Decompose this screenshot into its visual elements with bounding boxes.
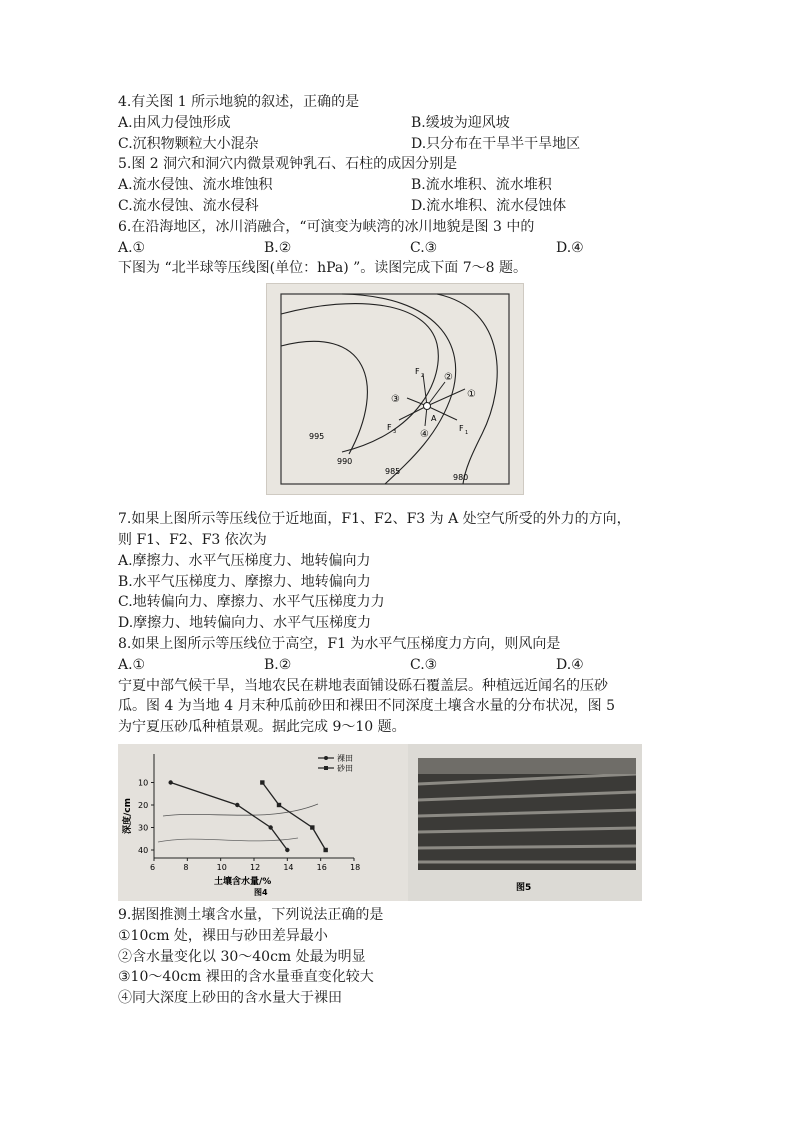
- soil-moisture-plot: [138, 754, 360, 872]
- f1-sub: 1: [465, 430, 469, 437]
- sketch-line-1: [163, 804, 318, 816]
- q9-statement-2: ②含水量变化以 30～40cm 处最为明显: [118, 948, 366, 965]
- q7-option-c: C.地转偏向力、摩擦力、水平气压梯度力力: [118, 594, 385, 611]
- x-tick-label: 16: [316, 862, 327, 872]
- series-line-1: [262, 782, 325, 850]
- data-point: [285, 848, 289, 852]
- q9-stem: 9.据图推测土壤含水量，下列说法正确的是: [118, 906, 384, 923]
- data-point: [310, 825, 314, 829]
- intro-9-10-line3: 为宁夏压砂瓜种植景观。据此完成 9～10 题。: [118, 719, 406, 736]
- q5-options-cd: [118, 196, 678, 217]
- data-point: [235, 803, 239, 807]
- isobar-985: [342, 294, 456, 484]
- y-tick-label: 40: [138, 845, 149, 855]
- sand-field-photo: [408, 744, 642, 901]
- q8-option-a: A.①: [118, 656, 146, 673]
- q4-option-d: D.只分布在干旱半干旱地区: [411, 135, 581, 152]
- q5-stem: 5.图 2 洞穴和洞穴内微景观钟乳石、石柱的成因分别是: [118, 156, 458, 173]
- intro-7-8: 下图为 “北半球等压线图(单位：hPa) ”。读图完成下面 7～8 题。: [118, 260, 528, 277]
- figure-row: [118, 744, 642, 901]
- f1-label: F: [459, 424, 464, 434]
- legend-label-bare: 裸田: [337, 753, 353, 763]
- point-a-label: A: [431, 414, 437, 424]
- data-point: [168, 780, 172, 784]
- dir4-label: ④: [420, 429, 429, 441]
- data-point: [277, 803, 281, 807]
- q9-statement-4: ④同大深度上砂田的含水量大于裸田: [118, 990, 342, 1007]
- q4-stem: 4.有关图 1 所示地貌的叙述，正确的是: [118, 94, 360, 110]
- intro-9-10-line1: 宁夏中部气候干旱，当地农民在耕地表面铺设砾石覆盖层。种植远近闻名的压砂: [118, 677, 608, 694]
- dir1-arrow: [427, 389, 465, 406]
- f3-label: F: [387, 423, 392, 433]
- data-point: [323, 848, 327, 852]
- isobar-figure: [266, 283, 524, 495]
- exam-page: [118, 92, 678, 1009]
- q4-option-b: B.缓坡为迎风坡: [411, 114, 510, 131]
- legend-marker-sand: [324, 766, 328, 770]
- dir1-label: ①: [467, 389, 476, 401]
- q5-option-b: B.流水堆积、流水堆积: [411, 177, 552, 194]
- data-point: [268, 825, 272, 829]
- q6-option-c: C.③: [410, 239, 438, 256]
- legend-label-sand: 砂田: [337, 763, 353, 773]
- f3-arrow: [399, 406, 427, 420]
- x-axis-label: 土壤含水量/%: [214, 876, 272, 887]
- q6-options: [118, 238, 678, 259]
- x-tick-label: 14: [283, 862, 294, 872]
- q7-option-d: D.摩擦力、地转偏向力、水平气压梯度力: [118, 615, 372, 632]
- f2-label: F: [415, 367, 420, 377]
- q4-option-a: A.由风力侵蚀形成: [118, 114, 231, 131]
- soil-moisture-svg: [118, 744, 408, 901]
- isobar-map: [267, 284, 523, 494]
- y-axis-label: 深度/cm: [123, 797, 133, 834]
- q8-options: [118, 655, 678, 676]
- fig4-caption: 图4: [254, 887, 268, 897]
- legend-marker-bare: [324, 756, 328, 760]
- fig5-caption: 图5: [516, 882, 532, 893]
- q7-option-b: B.水平气压梯度力、摩擦力、地转偏向力: [118, 573, 371, 590]
- isobar-label-990: 990: [337, 457, 353, 467]
- dir3-label: ③: [391, 394, 400, 406]
- point-a-marker: [424, 403, 431, 410]
- isobar-label-980: 980: [453, 473, 469, 483]
- isobar-label-985: 985: [385, 467, 401, 477]
- q8-option-b: B.②: [264, 656, 292, 673]
- q4-options-cd: [118, 134, 678, 155]
- f3-sub: 3: [393, 429, 397, 436]
- q5-options-ab: [118, 175, 678, 196]
- x-tick-label: 18: [350, 862, 361, 872]
- sand-field-svg: [408, 744, 642, 901]
- q8-option-d: D.④: [556, 656, 584, 673]
- q4-option-c: C.沉积物颗粒大小混杂: [118, 135, 259, 152]
- isobar-label-995: 995: [309, 432, 325, 442]
- soil-moisture-chart: [118, 744, 408, 901]
- x-tick-label: 10: [216, 862, 227, 872]
- x-tick-label: 12: [250, 862, 261, 872]
- q6-option-a: A.①: [118, 239, 146, 256]
- q7-stem-line1: 7.如果上图所示等压线位于近地面，F1、F2、F3 为 A 处空气所受的外力的方向，: [118, 511, 631, 528]
- q8-option-c: C.③: [410, 656, 438, 673]
- field-horizon: [418, 758, 636, 774]
- sketch-line-2: [158, 838, 298, 842]
- x-tick-label: 6: [150, 862, 156, 872]
- q6-option-d: D.④: [556, 239, 584, 256]
- intro-9-10-line2: 瓜。图 4 为当地 4 月末种瓜前砂田和裸田不同深度土壤含水量的分布状况，图 5: [118, 698, 615, 715]
- q9-statement-1: ①10cm 处，裸田与砂田差异最小: [118, 927, 328, 944]
- q4-options-ab: [118, 113, 678, 134]
- dir2-label: ②: [444, 372, 453, 384]
- q5-option-d: D.流水堆积、流水侵蚀体: [411, 197, 567, 214]
- q9-statement-3: ③10～40cm 裸田的含水量垂直变化较大: [118, 969, 374, 986]
- q8-stem: 8.如果上图所示等压线位于高空，F1 为水平气压梯度力方向，则风向是: [118, 635, 561, 652]
- q6-option-b: B.②: [264, 239, 292, 256]
- data-point: [260, 780, 264, 784]
- q6-stem: 6.在沿海地区，冰川消融合，“可演变为峡湾的冰川地貌是图 3 中的: [118, 218, 535, 235]
- q7-stem-line2: 则 F1、F2、F3 依次为: [118, 531, 267, 548]
- y-tick-label: 10: [138, 778, 149, 788]
- q5-option-a: A.流水侵蚀、流水堆蚀积: [118, 177, 273, 194]
- y-tick-label: 30: [138, 823, 149, 833]
- x-tick-label: 8: [183, 862, 189, 872]
- y-tick-label: 20: [138, 800, 149, 810]
- q5-option-c: C.流水侵蚀、流水侵科: [118, 197, 259, 214]
- f2-sub: 2: [421, 373, 425, 380]
- q7-option-a: A.摩擦力、水平气压梯度力、地转偏向力: [118, 552, 371, 569]
